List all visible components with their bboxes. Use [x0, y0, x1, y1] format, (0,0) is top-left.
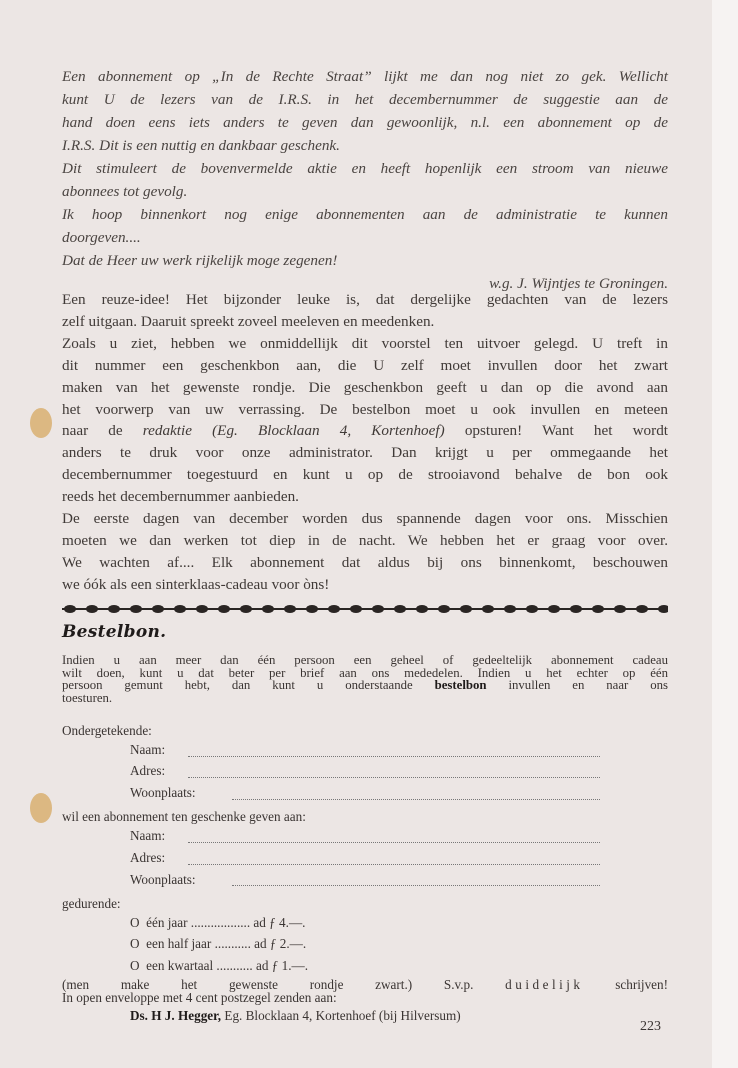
text: persoon gemunt hebt, dan kunt u onderstaande — [62, 678, 435, 693]
text-line: Indien u aan meer dan één persoon een geheel of gedeeltelijk abonnement cadeau — [62, 653, 668, 667]
bold-text: bestelbon — [434, 678, 487, 693]
field-label: Adres: — [130, 763, 166, 778]
sender-name-field[interactable] — [188, 756, 600, 757]
leader-dots: ........... — [216, 958, 253, 973]
sender-city-field[interactable] — [232, 799, 600, 800]
text: naar de — [62, 422, 143, 440]
text-line: het voorwerp van uw verrassing. De bestelbon moet u ook invullen en meteen — [62, 400, 668, 418]
leader-dots: .................. — [190, 915, 251, 930]
leader-dots: ........... — [214, 936, 251, 951]
option-quarter[interactable] — [130, 958, 308, 974]
text-line: We wachten af.... Elk abonnement dat aldus bij ons binnenkomt, beschouwen — [62, 553, 668, 571]
duration-label: gedurende: — [62, 896, 121, 911]
text: (men make het gewenste rondje zwart.) S.v.p. — [62, 977, 506, 992]
text-line: Dit stimuleert de bovenvermelde aktie en heeft hopenlijk een stroom van nieuwe — [62, 160, 668, 177]
text-line: decembernummer toegestuurd en kunt u op de strooiavond behalve de bon ook — [62, 466, 668, 484]
field-label: Naam: — [130, 828, 166, 843]
text-line: dit nummer een geschenkbon aan, die U zelf moet invullen door het zwart — [62, 356, 668, 374]
option-one-year[interactable] — [130, 915, 305, 931]
spaced-text: duidelijk — [505, 977, 584, 992]
text-line: anders te druk voor onze administrator. Dan krijgt u per ommegaande het — [62, 444, 668, 462]
text-line: Een reuze-idee! Het bijzonder leuke is, dat dergelijke gedachten van de lezers — [62, 291, 668, 308]
option-label: één jaar — [146, 915, 188, 930]
text-line: Ik hoop binnenkort nog enige abonnementen aan de administratie te kunnen — [62, 206, 668, 223]
option-price: ad ƒ 2.—. — [254, 936, 307, 951]
text: opsturen! Want het wordt — [464, 422, 669, 440]
text-line: moeten we dan werken tot diep in de nacht. We hebben het er graag voor over. — [62, 531, 668, 549]
radio-circle[interactable]: O — [130, 936, 140, 951]
bestelbon-heading: Bestelbon. — [62, 622, 167, 642]
text-line: I.R.S. Dit is een nuttig en dankbaar geschenk. — [62, 137, 340, 154]
page-number: 223 — [640, 1019, 661, 1034]
recipient-name-field[interactable] — [188, 842, 600, 843]
text-line: toesturen. — [62, 690, 113, 705]
option-half-year[interactable] — [130, 936, 306, 952]
text-line: abonnees tot gevolg. — [62, 183, 188, 200]
option-price: ad ƒ 1.—. — [255, 958, 308, 973]
text-line: wilt doen, kunt u dat beter per brief aan ons mededelen. Indien u het echter op één — [62, 665, 668, 680]
mailing-address — [130, 1008, 461, 1024]
text: schrijven! — [615, 977, 668, 992]
addressee-address: Eg. Blocklaan 4, Kortenhoef (bij Hilversum) — [221, 1008, 461, 1023]
text-line: kunt U de lezers van de I.R.S. in het decembernummer de suggestie aan de — [62, 91, 668, 108]
text-line: reeds het decembernummer aanbieden. — [62, 488, 299, 506]
sender-address-field[interactable] — [188, 777, 600, 778]
sender-label: Ondergetekende: — [62, 723, 152, 738]
radio-circle[interactable]: O — [130, 915, 140, 930]
text-line: De eerste dagen van december worden dus spannende dagen voor ons. Misschien — [62, 510, 668, 528]
option-label: een half jaar — [146, 936, 212, 951]
field-label: Woonplaats: — [130, 785, 196, 800]
text-line: Een abonnement op „In de Rechte Straat” lijkt me dan nog niet zo gek. Wellicht — [62, 68, 668, 85]
recipient-label: wil een abonnement ten geschenke geven aan: — [62, 809, 306, 824]
text: invullen en naar ons — [508, 678, 668, 693]
send-instructions: In open enveloppe met 4 cent postzegel zenden aan: — [62, 990, 337, 1005]
text-line: maken van het gewenste rondje. Die geschenkbon geeft u dan op die avond aan — [62, 378, 668, 396]
text-line: doorgeven.... — [62, 229, 141, 246]
addressee-name: Ds. H J. Hegger, — [130, 1008, 222, 1023]
recipient-city-field[interactable] — [232, 885, 600, 886]
signature: w.g. J. Wijntjes te Groningen. — [489, 275, 668, 292]
text-line: Dat de Heer uw werk rijkelijk moge zegenen! — [62, 252, 338, 269]
option-label: een kwartaal — [146, 958, 214, 973]
text-line: we óók als een sinterklaas-cadeau voor òns! — [62, 575, 330, 593]
recipient-address-field[interactable] — [188, 864, 600, 865]
field-label: Naam: — [130, 742, 166, 757]
option-price: ad ƒ 4.—. — [253, 915, 306, 930]
text-line: Zoals u ziet, hebben we onmiddellijk dit voorstel ten uitvoer gelegd. U treft in — [62, 334, 668, 352]
radio-circle[interactable]: O — [130, 958, 140, 973]
text-line: zelf uitgaan. Daaruit spreekt zoveel meeleven en meedenken. — [62, 312, 435, 330]
text-line: hand doen eens iets anders te geven dan gewoonlijk, n.l. een abonnement op de — [62, 114, 668, 131]
editorial-address: redaktie (Eg. Blocklaan 4, Kortenhoef) — [142, 422, 445, 440]
field-label: Woonplaats: — [130, 872, 196, 887]
field-label: Adres: — [130, 850, 166, 865]
